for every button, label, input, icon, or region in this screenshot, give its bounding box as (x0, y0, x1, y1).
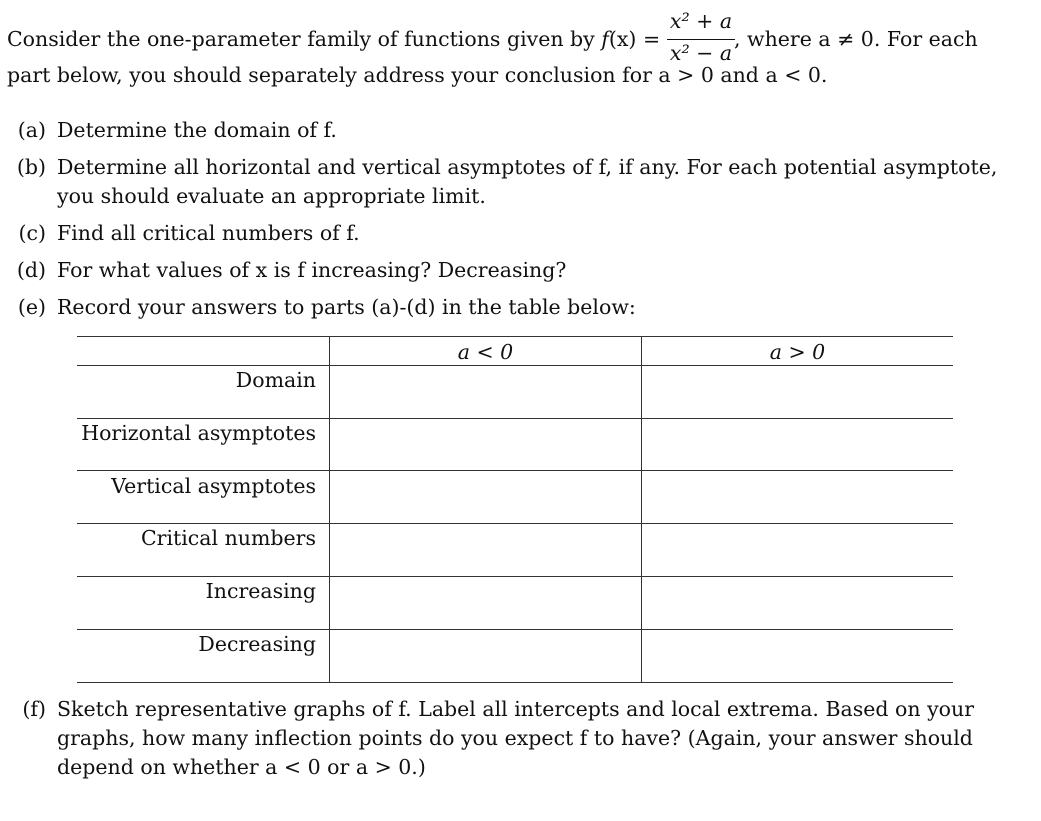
function-arg: (x) = (608, 27, 661, 51)
function-fraction (667, 7, 735, 67)
answer-cell-decreasing-a-positive[interactable] (642, 630, 953, 681)
part-text-f-line3: depend on whether a < 0 or a > 0.) (57, 755, 426, 779)
row-label-increasing: Increasing (205, 579, 316, 603)
table-rule-bottom (77, 682, 953, 683)
answer-cell-domain-a-positive[interactable] (642, 366, 953, 417)
part-text-f-line2: graphs, how many inflection points do you expect f to have? (Again, your answer should (57, 726, 973, 750)
row-label-domain: Domain (235, 368, 316, 392)
part-text-c: Find all critical numbers of f. (57, 221, 360, 245)
fraction-numerator: x² + a (669, 9, 733, 33)
answer-table (77, 336, 953, 683)
row-label-decreasing: Decreasing (198, 632, 316, 656)
answer-cell-vertical-a-positive[interactable] (642, 471, 953, 522)
fraction-denominator: x² − a (669, 41, 733, 65)
answer-cell-critical-a-negative[interactable] (330, 524, 641, 575)
part-text-a: Determine the domain of f. (57, 118, 337, 142)
part-text-e: Record your answers to parts (a)-(d) in the table below: (57, 295, 636, 319)
part-text-f-line1: Sketch representative graphs of f. Label all intercepts and local extrema. Based on your (57, 697, 975, 721)
part-text-b-line2: you should evaluate an appropriate limit. (57, 184, 486, 208)
part-text-d: For what values of x is f increasing? Decreasing? (57, 258, 567, 282)
col-header-a-negative: a < 0 (457, 340, 514, 364)
answer-cell-decreasing-a-negative[interactable] (330, 630, 641, 681)
answer-cell-increasing-a-negative[interactable] (330, 577, 641, 628)
row-label-vertical-asymptotes: Vertical asymptotes (111, 474, 316, 498)
answer-cell-horizontal-a-negative[interactable] (330, 419, 641, 470)
intro-post: , where a ≠ 0. For each (734, 27, 978, 51)
row-label-horizontal-asymptotes: Horizontal asymptotes (81, 421, 316, 445)
answer-cell-horizontal-a-positive[interactable] (642, 419, 953, 470)
part-label-e: (e) (17, 295, 46, 319)
part-text-b-line1: Determine all horizontal and vertical asymptotes of f, if any. For each potential asymptote, (57, 155, 998, 179)
part-label-c: (c) (18, 221, 46, 245)
intro-line-2: part below, you should separately address your conclusion for a > 0 and a < 0. (7, 63, 828, 87)
intro-line-1 (7, 29, 660, 50)
col-header-a-positive: a > 0 (769, 340, 826, 364)
part-label-d: (d) (16, 258, 46, 282)
table-rule-top (77, 336, 953, 337)
part-label-a: (a) (17, 118, 46, 142)
intro-pre: Consider the one-parameter family of functions given by (7, 27, 602, 51)
answer-cell-vertical-a-negative[interactable] (330, 471, 641, 522)
answer-cell-critical-a-positive[interactable] (642, 524, 953, 575)
part-label-b: (b) (16, 155, 46, 179)
function-name: f (601, 27, 609, 51)
answer-cell-domain-a-negative[interactable] (330, 366, 641, 417)
row-label-critical-numbers: Critical numbers (140, 526, 316, 550)
part-label-f: (f) (22, 697, 46, 721)
answer-cell-increasing-a-positive[interactable] (642, 577, 953, 628)
